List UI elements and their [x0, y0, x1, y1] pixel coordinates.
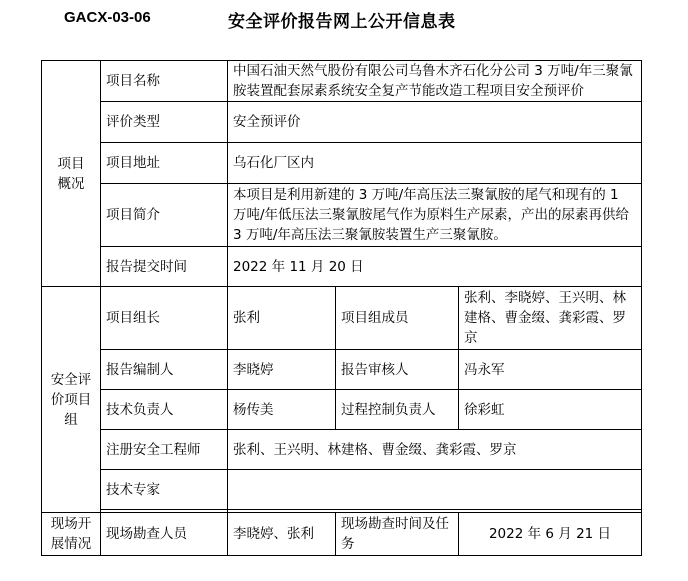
team-leader-value: 张利: [228, 287, 336, 350]
report-author-value: 李晓婷: [228, 350, 336, 390]
table-row: [42, 390, 642, 430]
category-site-survey: 现场开 展情况: [42, 513, 101, 556]
tech-experts-label: 技术专家: [101, 470, 228, 510]
table-row: [42, 470, 642, 510]
team-leader-label: 项目组长: [101, 287, 228, 350]
project-address-label: 项目地址: [101, 143, 228, 184]
table-row: [42, 102, 642, 143]
report-reviewer-value: 冯永军: [459, 350, 642, 390]
document-code: GACX-03-06: [64, 9, 151, 26]
survey-people-value: 李晓婷、张利: [228, 513, 336, 556]
safety-engineers-label: 注册安全工程师: [101, 430, 228, 470]
project-intro-label: 项目简介: [101, 184, 228, 247]
evaluation-type-label: 评价类型: [101, 102, 228, 143]
disclosure-table: [41, 60, 642, 556]
table-row: [42, 430, 642, 470]
evaluation-type-value: 安全预评价: [228, 102, 642, 143]
report-author-label: 报告编制人: [101, 350, 228, 390]
report-reviewer-label: 报告审核人: [336, 350, 459, 390]
survey-time-value: 2022 年 6 月 21 日: [459, 513, 642, 556]
project-address-value: 乌石化厂区内: [228, 143, 642, 184]
table-row: [42, 61, 642, 102]
table-row: [42, 143, 642, 184]
process-control-value: 徐彩虹: [459, 390, 642, 430]
table-row: [42, 350, 642, 390]
category-evaluation-team: 安全评 价项目 组: [42, 287, 101, 513]
tech-lead-value: 杨传美: [228, 390, 336, 430]
tech-lead-label: 技术负责人: [101, 390, 228, 430]
table-row: [42, 287, 642, 350]
project-name-label: 项目名称: [101, 61, 228, 102]
project-name-value: 中国石油天然气股份有限公司乌鲁木齐石化分公司 3 万吨/年三聚氰胺装置配套尿素系统安全复产节能改造工程项目安全预评价: [228, 61, 642, 102]
process-control-label: 过程控制负责人: [336, 390, 459, 430]
team-members-label: 项目组成员: [336, 287, 459, 350]
submit-time-label: 报告提交时间: [101, 247, 228, 287]
table-row: [42, 184, 642, 247]
survey-time-label: 现场勘查时间及任务: [336, 513, 459, 556]
submit-time-value: 2022 年 11 月 20 日: [228, 247, 642, 287]
project-intro-value: 本项目是利用新建的 3 万吨/年高压法三聚氰胺的尾气和现有的 1 万吨/年低压法三聚氰胺尾气作为原料生产尿素，产出的尿素再供给 3 万吨/年高压法三聚氰胺装置生产三聚氰胺。: [228, 184, 642, 247]
category-project-overview: 项目 概况: [42, 61, 101, 287]
team-members-value: 张利、李晓婷、王兴明、林建格、曹金缀、龚彩霞、罗京: [459, 287, 642, 350]
survey-people-label: 现场勘查人员: [101, 513, 228, 556]
table-row: [42, 247, 642, 287]
safety-engineers-value: 张利、王兴明、林建格、曹金缀、龚彩霞、罗京: [228, 430, 642, 470]
table-row: [42, 513, 642, 556]
page-title: 安全评价报告网上公开信息表: [228, 12, 456, 32]
tech-experts-value: [228, 470, 642, 510]
